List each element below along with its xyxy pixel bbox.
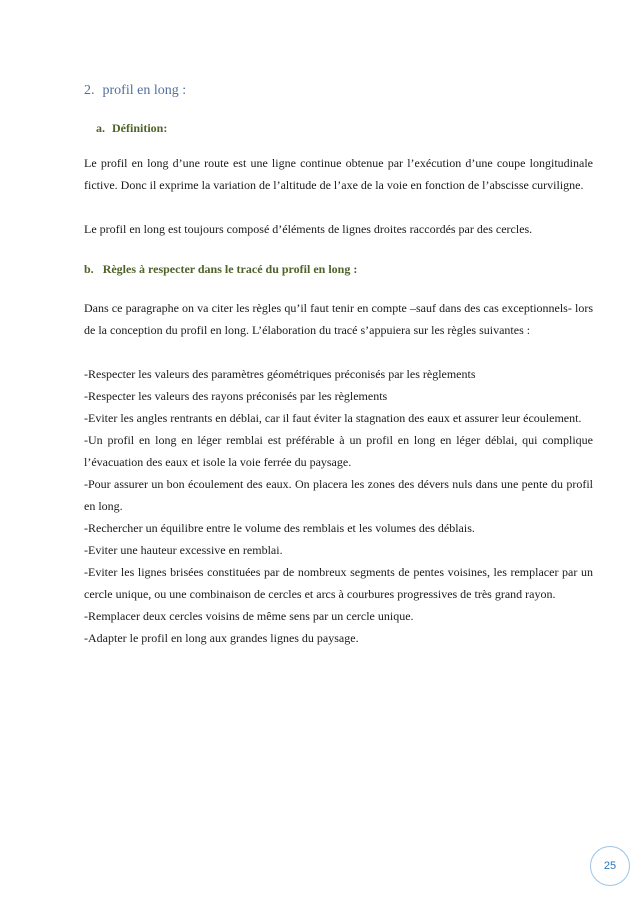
rules-list (84, 363, 593, 649)
rule-item: -Remplacer deux cercles voisins de même sens par un cercle unique. (84, 609, 414, 623)
rules-intro-paragraph: Dans ce paragraphe on va citer les règles qu’il faut tenir en compte –sauf dans des cas exceptionnels- lors de la conception du profil en long. L’élaboration du tracé s’appuiera sur les règles suivantes : (84, 301, 593, 337)
subsection-b-label: b. (84, 262, 94, 276)
section-number: 2. (84, 83, 95, 98)
rule-item: -Respecter les valeurs des paramètres géométriques préconisés par les règlements (84, 367, 476, 381)
subsection-a-title: Définition (112, 121, 164, 135)
rule-item: -Eviter une hauteur excessive en remblai. (84, 543, 283, 557)
page-number-badge (590, 846, 630, 886)
rule-item: -Pour assurer un bon écoulement des eaux. On placera les zones des dévers nuls dans une pente du profil en long. (84, 477, 593, 513)
subsection-a-label: a. (96, 121, 105, 135)
subsection-a-colon: : (163, 121, 168, 135)
definition-paragraph: Le profil en long d’une route est une ligne continue obtenue par l’exécution d’une coupe longitudinale fictive. Donc il exprime la variation de l’altitude de l’axe de la voie en fonction de l’abscisse curviligne. (84, 156, 593, 192)
composition-paragraph: Le profil en long est toujours composé d’éléments de lignes droites raccordés par des cercles. (84, 222, 533, 236)
rule-item: -Rechercher un équilibre entre le volume des remblais et les volumes des déblais. (84, 521, 475, 535)
section-title: profil en long : (102, 83, 187, 98)
rule-item: -Respecter les valeurs des rayons préconisés par les règlements (84, 389, 388, 403)
page-number: 25 (603, 860, 617, 872)
subsection-a-heading (96, 121, 167, 136)
rule-item: -Eviter les lignes brisées constituées par de nombreux segments de pentes voisines, les remplacer par un cercle unique, ou une combinaison de cercles et arcs à courbures progressives de très grand rayon. (84, 565, 593, 601)
rule-item: -Eviter les angles rentrants en déblai, car il faut éviter la stagnation des eaux et assurer leur écoulement. (84, 411, 582, 425)
subsection-b-title: Règles à respecter dans le tracé du profil en long : (102, 262, 358, 276)
section-heading (84, 83, 186, 99)
rule-item: -Adapter le profil en long aux grandes lignes du paysage. (84, 631, 359, 645)
subsection-b-heading (84, 262, 357, 277)
rule-item: -Un profil en long en léger remblai est préférable à un profil en long en léger déblai, qui complique l’évacuation des eaux et isole la voie ferrée du paysage. (84, 433, 593, 469)
